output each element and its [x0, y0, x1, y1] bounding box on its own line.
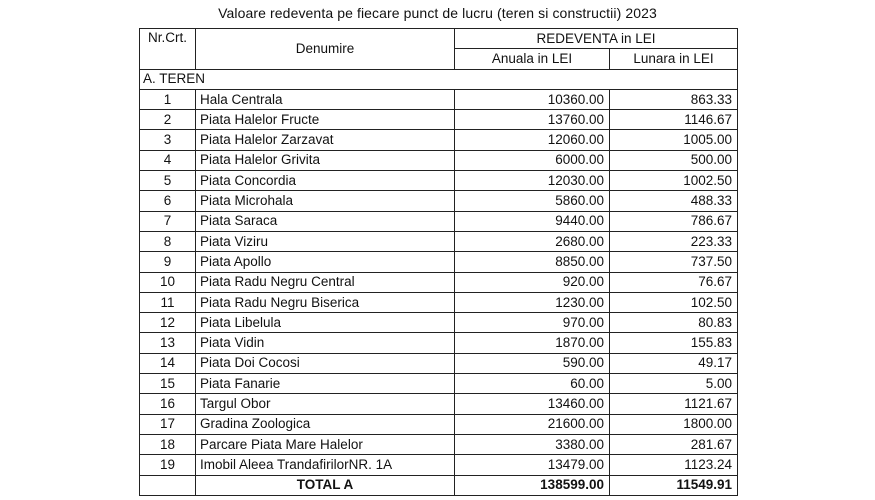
row-denumire: Piata Doi Cocosi: [196, 353, 455, 373]
table-row: [140, 353, 738, 373]
row-lunar: 1005.00: [610, 130, 738, 150]
row-nr: 18: [140, 434, 196, 454]
section-row: [140, 69, 738, 89]
row-lunar: 1121.67: [610, 394, 738, 414]
row-lunar: 500.00: [610, 150, 738, 170]
row-anual: 1230.00: [455, 292, 610, 312]
header-nr-crt: Nr.Crt.: [140, 29, 196, 70]
row-anual: 21600.00: [455, 414, 610, 434]
table-row: [140, 434, 738, 454]
row-nr: 1: [140, 89, 196, 109]
table-row: [140, 455, 738, 475]
row-nr: 4: [140, 150, 196, 170]
table-row: [140, 89, 738, 109]
row-denumire: Piata Saraca: [196, 211, 455, 231]
row-lunar: 223.33: [610, 231, 738, 251]
table-row: [140, 211, 738, 231]
row-anual: 12030.00: [455, 171, 610, 191]
table-row: [140, 231, 738, 251]
row-lunar: 786.67: [610, 211, 738, 231]
row-anual: 970.00: [455, 313, 610, 333]
row-anual: 8850.00: [455, 252, 610, 272]
row-denumire: Piata Halelor Zarzavat: [196, 130, 455, 150]
document-title: Valoare redeventa pe fiecare punct de lucru (teren si constructii) 2023: [218, 5, 657, 21]
row-denumire: Hala Centrala: [196, 89, 455, 109]
row-lunar: 102.50: [610, 292, 738, 312]
row-denumire: Targul Obor: [196, 394, 455, 414]
row-anual: 10360.00: [455, 89, 610, 109]
row-anual: 920.00: [455, 272, 610, 292]
row-nr: 15: [140, 374, 196, 394]
row-lunar: 488.33: [610, 191, 738, 211]
row-anual: 9440.00: [455, 211, 610, 231]
row-nr: 3: [140, 130, 196, 150]
row-lunar: 80.83: [610, 313, 738, 333]
total-lunar: 11549.91: [610, 475, 738, 495]
row-lunar: 1123.24: [610, 455, 738, 475]
row-anual: 12060.00: [455, 130, 610, 150]
table-row: [140, 313, 738, 333]
row-denumire: Imobil Aleea TrandafirilorNR. 1A: [196, 455, 455, 475]
table-row: [140, 374, 738, 394]
row-denumire: Piata Radu Negru Central: [196, 272, 455, 292]
row-nr: 19: [140, 455, 196, 475]
table-row: [140, 394, 738, 414]
table-row: [140, 333, 738, 353]
row-denumire: Piata Concordia: [196, 171, 455, 191]
row-nr: 11: [140, 292, 196, 312]
row-anual: 60.00: [455, 374, 610, 394]
header-lunara: Lunara in LEI: [610, 49, 738, 69]
row-anual: 6000.00: [455, 150, 610, 170]
table-row: [140, 252, 738, 272]
row-nr: 16: [140, 394, 196, 414]
row-denumire: Piata Halelor Fructe: [196, 110, 455, 130]
redeventa-table: [139, 28, 738, 496]
row-anual: 13760.00: [455, 110, 610, 130]
row-denumire: Piata Vidin: [196, 333, 455, 353]
row-denumire: Piata Radu Negru Biserica: [196, 292, 455, 312]
row-lunar: 49.17: [610, 353, 738, 373]
row-lunar: 5.00: [610, 374, 738, 394]
table-row: [140, 414, 738, 434]
row-lunar: 76.67: [610, 272, 738, 292]
row-denumire: Piata Microhala: [196, 191, 455, 211]
row-anual: 13479.00: [455, 455, 610, 475]
row-anual: 2680.00: [455, 231, 610, 251]
total-nr-cell: [140, 475, 196, 495]
row-nr: 9: [140, 252, 196, 272]
table-row: [140, 191, 738, 211]
row-nr: 7: [140, 211, 196, 231]
row-denumire: Piata Halelor Grivita: [196, 150, 455, 170]
row-lunar: 737.50: [610, 252, 738, 272]
row-denumire: Piata Apollo: [196, 252, 455, 272]
table-row: [140, 171, 738, 191]
row-nr: 2: [140, 110, 196, 130]
row-nr: 13: [140, 333, 196, 353]
table-row: [140, 272, 738, 292]
row-lunar: 1002.50: [610, 171, 738, 191]
row-anual: 590.00: [455, 353, 610, 373]
row-lunar: 281.67: [610, 434, 738, 454]
row-denumire: Piata Fanarie: [196, 374, 455, 394]
row-nr: 8: [140, 231, 196, 251]
header-anuala: Anuala in LEI: [455, 49, 610, 69]
row-nr: 6: [140, 191, 196, 211]
row-anual: 13460.00: [455, 394, 610, 414]
row-anual: 3380.00: [455, 434, 610, 454]
row-denumire: Gradina Zoologica: [196, 414, 455, 434]
row-denumire: Piata Viziru: [196, 231, 455, 251]
row-denumire: Piata Libelula: [196, 313, 455, 333]
section-label: A. TEREN: [140, 69, 738, 89]
total-anual: 138599.00: [455, 475, 610, 495]
header-redeventa: REDEVENTA in LEI: [455, 29, 738, 49]
row-lunar: 155.83: [610, 333, 738, 353]
row-lunar: 863.33: [610, 89, 738, 109]
row-nr: 12: [140, 313, 196, 333]
table-row: [140, 130, 738, 150]
row-nr: 10: [140, 272, 196, 292]
row-nr: 14: [140, 353, 196, 373]
row-anual: 5860.00: [455, 191, 610, 211]
row-nr: 17: [140, 414, 196, 434]
table-row: [140, 292, 738, 312]
row-lunar: 1146.67: [610, 110, 738, 130]
row-anual: 1870.00: [455, 333, 610, 353]
header-denumire: Denumire: [196, 29, 455, 70]
table-row: [140, 150, 738, 170]
row-nr: 5: [140, 171, 196, 191]
row-lunar: 1800.00: [610, 414, 738, 434]
row-denumire: Parcare Piata Mare Halelor: [196, 434, 455, 454]
total-row: [140, 475, 738, 495]
total-label: TOTAL A: [196, 475, 455, 495]
table-row: [140, 110, 738, 130]
